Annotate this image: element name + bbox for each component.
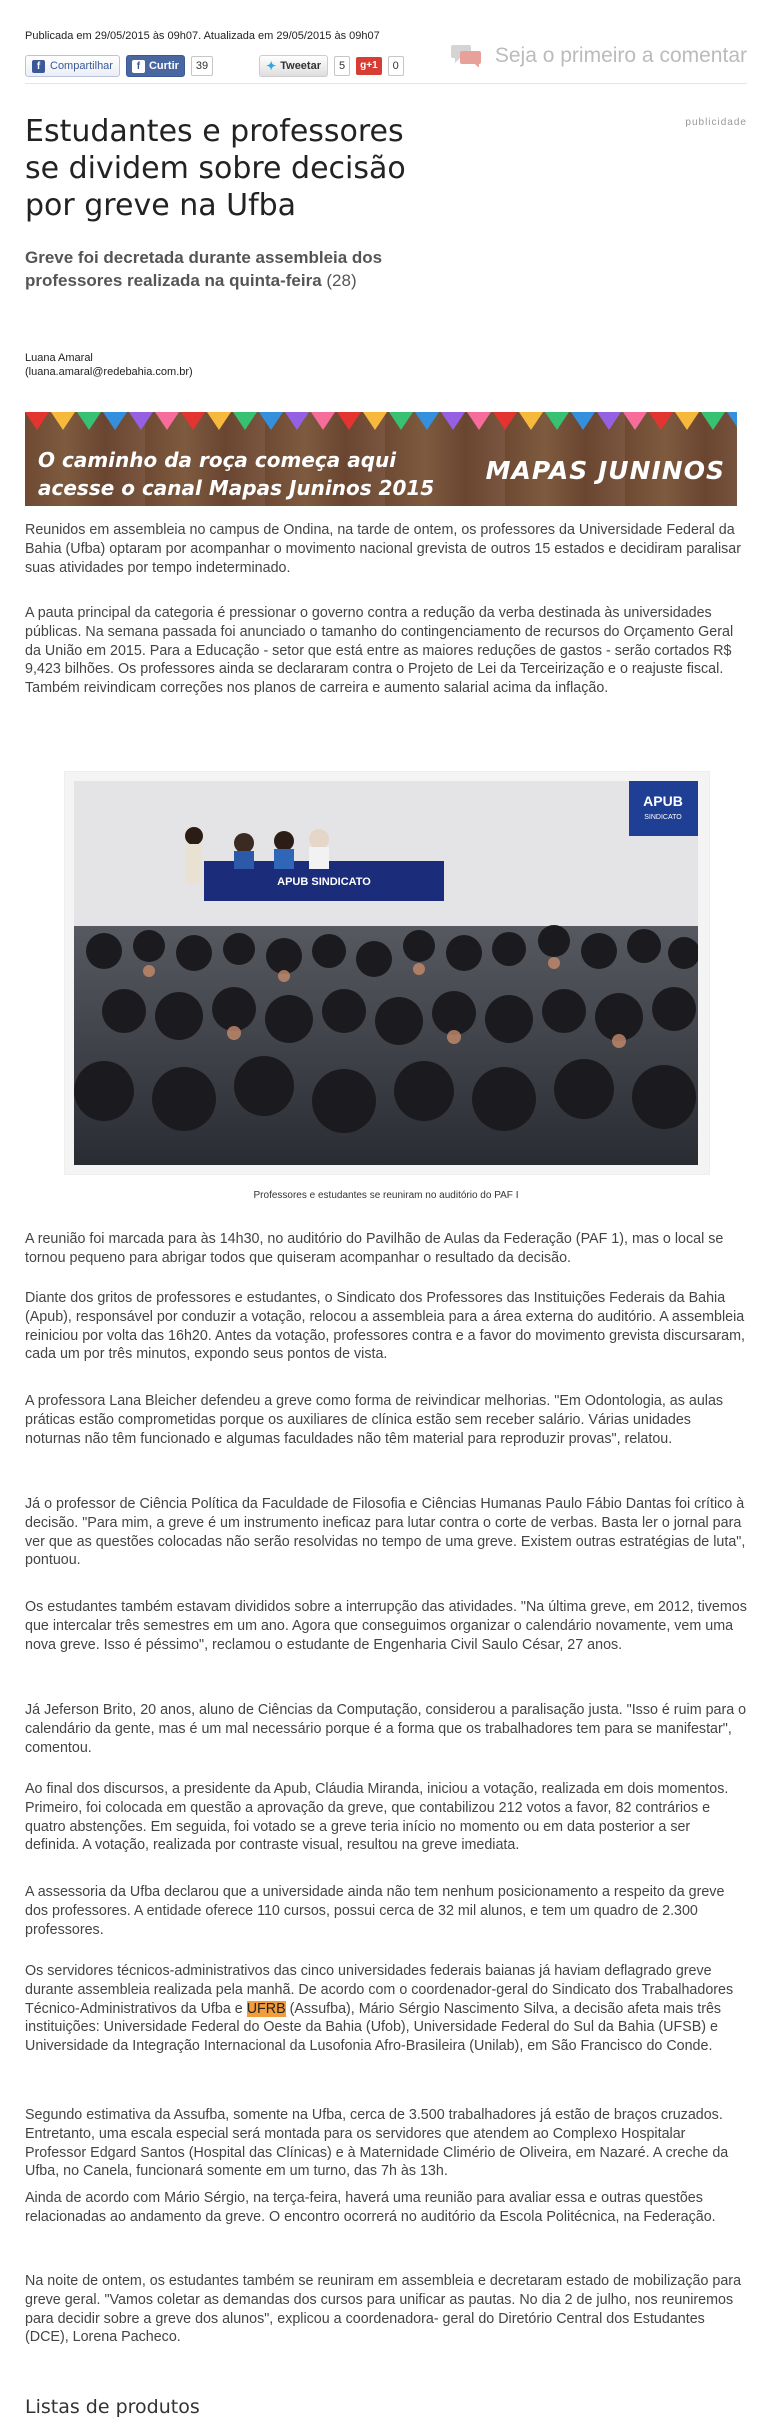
author-email[interactable]: (luana.amaral@redebahia.com.br)	[25, 366, 193, 378]
apub-sign-text: APUB	[643, 793, 683, 809]
paragraph: Reunidos em assembleia no campus de Ondina, na tarde de ontem, os professores da Universidade Federal da Bahia (Ufba) optaram por acompanhar o movimento nacional grevista de outros 15 estados e decidiram paralisar suas atividades por tempo indeterminado.	[25, 522, 742, 576]
gplus-count: 0	[388, 56, 404, 76]
paragraph: Já Jeferson Brito, 20 anos, aluno de Ciências da Computação, considerou a paralisação justa. "Isso é ruim para o calendário da gente, mas é um mal necessário porque é a forma que os trabalhadores tem para se manifestar", comentou.	[25, 1702, 747, 1756]
banner-text	[38, 446, 434, 502]
facebook-like-button[interactable]	[126, 55, 185, 77]
paragraph-text: Os servidores técnicos-administrativos das cinco universidades federais baianas já haviam deflagrado greve durante assembleia realizada pela manhã. De acordo com o coordenador-geral do Sindicato dos Trabalhadores Técnico-Administrativos da Ufba e	[25, 1963, 734, 2017]
like-count: 39	[191, 56, 213, 76]
paragraph: Ainda de acordo com Mário Sérgio, na terça-feira, haverá uma reunião para avaliar essa e outras questões relacionadas ao andamento da greve. O encontro ocorrerá no auditório da Escola Politécnica, na Federação.	[25, 2190, 716, 2225]
paragraph: Já o professor de Ciência Política da Faculdade de Filosofia e Ciências Humanas Paulo Fábio Dantas foi crítico à decisão. "Para mim, a greve é um instrumento ineficaz para lutar contra o corte de verbas. Basta ler o jornal para ver que as questões colocadas não serão resolvidas no tempo de uma greve. Existem outras estratégias de luta", pontuou.	[25, 1496, 746, 1569]
subtitle-date: (28)	[326, 271, 357, 290]
paragraph: Segundo estimativa da Assufba, somente na Ufba, cerca de 3.500 trabalhadores já estão de braços cruzados. Entretanto, uma escala especial será montada para os servidores que atendem ao Complexo Hospitalar Professor Edgard Santos (Hospital das Clínicas) e à Maternidade Climério de Oliveira, em Nazaré. A creche da Ufba, no Canela, funcionará somente em um turno, das 7h às 13h.	[25, 2107, 729, 2180]
tweet-button[interactable]	[259, 55, 328, 77]
highlighted-term: UFRB	[246, 2000, 286, 2017]
comments-link[interactable]	[451, 44, 747, 68]
banner-line1: O caminho da roça começa aqui	[38, 448, 397, 472]
article-photo-frame	[64, 771, 710, 1175]
assembly-photo-illustration	[74, 781, 698, 1165]
twitter-bird-icon: ✦	[266, 59, 277, 73]
author-name: Luana Amaral	[25, 352, 93, 364]
paragraph-text: (Assufba), Mário Sérgio Nascimento Silva, a decisão afeta mais três instituições: Universidade Federal do Oeste da Bahia (Ufob), Universidade Federal do Sul da Bahia (UFSB) e Universidade da Integração Internacional da Lusofonia Afro-Brasileira (Unilab), em São Francisco do Conde.	[25, 2000, 722, 2055]
tweet-label: Tweetar	[280, 60, 321, 72]
publish-date: Publicada em 29/05/2015 às 09h07. Atualizada em 29/05/2015 às 09h07	[25, 30, 380, 42]
banner-line2: acesse o canal Mapas Juninos 2015	[38, 476, 435, 500]
paragraph: Os estudantes também estavam divididos sobre a interrupção das atividades. "Na última greve, em 2012, tivemos que intercalar três semestres em um ano. Agora que conseguimos organizar o calendário novamente, vem uma nova greve. Isso é péssimo", reclamou o estudante de Engenharia Civil Saulo César, 27 anos.	[25, 1599, 747, 1653]
paragraph: Na noite de ontem, os estudantes também se reuniram em assembleia e decretaram estado de mobilização para greve geral. "Vamos coletar as demandas dos cursos para unificar as pautas. No dia 2 de julho, nos reuniremos para decidir sobre a greve dos alunos", explicou a coordenadora- geral do Diretório Central dos Estudantes (DCE), Lorena Pacheco.	[25, 2273, 742, 2346]
apub-sign-sub: SINDICATO	[644, 814, 682, 821]
paragraph: Ao final dos discursos, a presidente da Apub, Cláudia Miranda, iniciou a votação, realizada em dois momentos. Primeiro, foi colocada em questão a aprovação da greve, que contabilizou 212 votos a favor, 82 contrários e quatro abstenções. Em seguida, foi votado se a greve teria início no momento ou em data posterior a ser definida. A votação, realizada por contraste visual, resultou na greve imediata.	[25, 1781, 729, 1854]
google-plus-button[interactable]: g+1	[356, 57, 382, 75]
divider	[25, 83, 747, 84]
facebook-icon: f	[132, 60, 145, 73]
paragraph-servidores	[25, 1962, 747, 2056]
tweet-count: 5	[334, 56, 350, 76]
banner-brand: MAPAS JUNINOS	[485, 456, 725, 485]
section-heading: Listas de produtos	[25, 2396, 200, 2418]
comments-label: Seja o primeiro a comentar	[494, 44, 747, 67]
paragraph: A professora Lana Bleicher defendeu a greve como forma de reivindicar melhorias. "Em Odontologia, as aulas práticas estão comprometidas porque os auxiliares de clínica estão sem receber salário. Várias unidades noturnas não têm funcionado e algumas faculdades não têm material para reproduzir provas", relatou.	[25, 1393, 724, 1447]
article-photo[interactable]	[74, 781, 698, 1165]
paragraph: A reunião foi marcada para às 14h30, no auditório do Pavilhão de Aulas da Federação (PAF 1), mas o local se tornou pequeno para abrigar todos que quiseram acompanhar o resultado da decisão.	[25, 1231, 724, 1266]
banner-ad[interactable]	[25, 412, 737, 506]
social-bar	[25, 55, 404, 77]
facebook-icon: f	[32, 60, 45, 73]
bunting-flags	[25, 412, 737, 432]
article-title: Estudantes e professores se dividem sobre decisão por greve na Ufba	[25, 114, 406, 223]
share-label: Compartilhar	[50, 60, 113, 72]
facebook-share-button[interactable]	[25, 55, 120, 77]
author	[25, 351, 193, 379]
paragraph: A pauta principal da categoria é pressionar o governo contra a redução da verba destinada às universidades públicas. Na semana passada foi anunciado o tamanho do contingenciamento de recursos do Orçamento Geral da União em 2015. Para a Educação - setor que está entre as maiores reduções de gastos - serão cortados R$ 9,423 bilhões. Os professores ainda se declararam contra o Projeto de Lei da Terceirização e o reajuste fiscal. Também reivindicam correções nos planos de carreira e aumento salarial acima da inflação.	[25, 605, 734, 697]
article-subtitle	[25, 246, 405, 292]
ad-label: publicidade	[685, 117, 747, 128]
like-label: Curtir	[148, 60, 179, 72]
photo-caption: Professores e estudantes se reuniram no auditório do PAF I	[253, 1190, 519, 1201]
table-banner-text: APUB SINDICATO	[277, 876, 371, 888]
subtitle-text: Greve foi decretada durante assembleia dos professores realizada na quinta-feira	[25, 248, 383, 290]
paragraph: Diante dos gritos de professores e estudantes, o Sindicato dos Professores das Instituições Federais da Bahia (Apub), responsável por conduzir a votação, relocou a assembleia para a área externa do auditório. A assembleia reiniciou por volta das 16h20. Antes da votação, professores contra e a favor do movimento grevista discursaram, cada um por três minutos, expondo seus pontos de vista.	[25, 1290, 745, 1363]
comment-bubbles-icon	[451, 45, 481, 67]
paragraph: A assessoria da Ufba declarou que a universidade ainda não tem nenhum posicionamento a respeito da greve dos professores. A entidade oferece 110 cursos, possui cerca de 32 mil alunos, e tem um quadro de 2.300 professores.	[25, 1884, 725, 1938]
